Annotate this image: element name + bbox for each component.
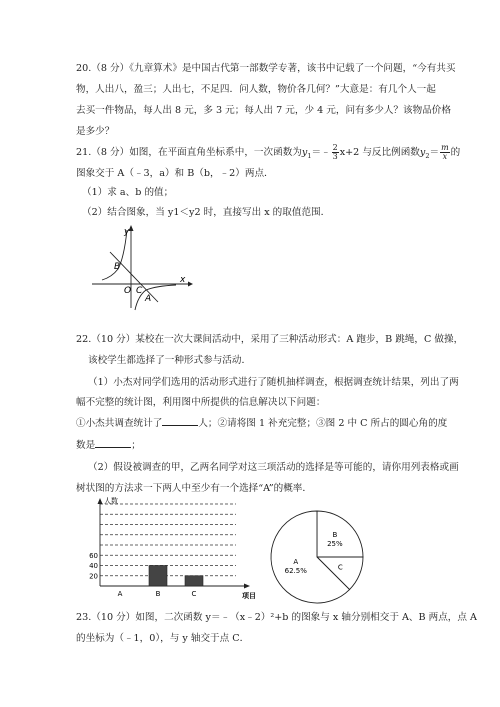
bar-chart-y-tick-label: 40 bbox=[89, 562, 98, 570]
pie-value-label-A: 62.5% bbox=[284, 566, 307, 575]
circled-3: ③ bbox=[316, 418, 326, 429]
pie-label-C: C bbox=[337, 563, 343, 572]
q22-line-6: 数是 ； bbox=[76, 440, 141, 451]
bar-chart-y-label: 人数 bbox=[104, 497, 118, 505]
q23-line-1 bbox=[76, 611, 477, 625]
q22-score: （10 分） bbox=[91, 334, 136, 345]
label-C: C bbox=[136, 286, 143, 296]
q21-y2-sub: 2 bbox=[425, 151, 430, 160]
q21-y2: y bbox=[419, 147, 426, 158]
q21-line-2: 图象交于 A（﹣3，a）和 B（b，﹣2）两点． bbox=[76, 168, 274, 179]
q23-number: 23. bbox=[76, 612, 92, 623]
q21-fraction-m-x: $\frac{m}{x}$ bbox=[441, 143, 449, 161]
q22-text-1: 某校在一次大课间活动中，采用了三种活动形式：A 跑步，B 跳绳，C 做操， bbox=[135, 334, 464, 345]
pie-value-label-B: 25% bbox=[327, 540, 343, 549]
q21-text-1b: x+2 与反比例函数 bbox=[339, 147, 420, 158]
q21-score: （8 分） bbox=[91, 147, 130, 158]
q20-line-4: 是多少？ bbox=[76, 126, 115, 137]
q21-eq1: ＝﹣ bbox=[311, 147, 331, 158]
bar-chart-x-label: 项目 bbox=[242, 592, 256, 600]
circled-2: ② bbox=[217, 418, 228, 429]
q22-line-2: 该校学生都选择了一种形式参与活动． bbox=[88, 355, 252, 366]
q22-line-8: 树状图的方法求一下两人中至少有一个选择“A”的概率． bbox=[76, 483, 312, 494]
pie-slice-B bbox=[317, 511, 363, 557]
pie-label-A: A bbox=[293, 557, 299, 566]
label-y: y bbox=[124, 227, 130, 237]
label-O: O bbox=[124, 286, 132, 296]
q20-text-1: 《九章算术》是中国古代第一部数学专著，该书中记载了一个问题，“今有共买 bbox=[129, 63, 456, 74]
q22-line-5: ①小杰共调查统计了 人；②请将图 1 补充完整；③图 2 中 C 所占的圆心角的度 bbox=[76, 418, 448, 429]
q22-line-7: （2）假设被调查的甲，乙两名同学对这三项活动的选择是等可能的，请你用列表格或画 bbox=[88, 462, 459, 473]
label-B: B bbox=[114, 262, 121, 272]
q21-text-1c: 的 bbox=[450, 147, 461, 158]
q21-part-1: （1）求 a、b 的值； bbox=[82, 187, 174, 198]
q21-text-1a: 如图，在平面直角坐标系中，一次函数为 bbox=[129, 147, 302, 158]
x-axis-arrow bbox=[188, 282, 193, 287]
pie-label-B: B bbox=[332, 531, 338, 540]
q21-part-2: （2）结合图象，当 y1＜y2 时，直接写出 x 的取值范围． bbox=[82, 207, 331, 218]
q21-number: 21. bbox=[76, 147, 92, 158]
q20-line-3: 去买一件物品，每人出 8 元，多 3 元；每人出 7 元，少 4 元，问有多少人？该物品价格 bbox=[76, 105, 451, 116]
q20-line-2: 物，人出八，盈三；人出七，不足四．问人数，物价各几何？”大意是：有几个人一起 bbox=[76, 84, 436, 95]
bar-chart-y-tick-label: 20 bbox=[89, 572, 98, 581]
q20-number: 20. bbox=[76, 63, 92, 74]
q23-line-2: 的坐标为（﹣1，0），与 y 轴交于点 C． bbox=[76, 633, 250, 644]
q21-line-1 bbox=[76, 144, 460, 163]
bar-chart-bar-C bbox=[185, 576, 203, 586]
bar-chart-category-label: A bbox=[117, 590, 123, 598]
q20-score: （8 分） bbox=[91, 63, 130, 74]
answer-blank-1[interactable] bbox=[162, 417, 198, 426]
q23-score: （10 分） bbox=[91, 612, 136, 623]
circled-1: ① bbox=[76, 418, 86, 429]
label-x: x bbox=[180, 275, 186, 285]
q20-line-1 bbox=[76, 62, 456, 76]
label-A: A bbox=[145, 294, 152, 304]
q22-line-1 bbox=[76, 333, 463, 347]
q23-text-1: 如图，二次函数 y＝﹣（x﹣2）²+b 的图象与 x 轴分别相交于 A、B 两点，点 A bbox=[135, 612, 477, 623]
q22-line-3: （1）小杰对同学们选用的活动形式进行了随机抽样调查，根据调查统计结果，列出了两 bbox=[88, 377, 459, 388]
hyperbola-branch-upper-left bbox=[102, 230, 127, 280]
bar-chart-category-label: C bbox=[191, 590, 197, 598]
q21-fraction-2-3: $\frac{2}{3}$ bbox=[332, 143, 338, 161]
q21-y1: y bbox=[301, 147, 308, 158]
q21-eq2: ＝ bbox=[429, 147, 440, 158]
bar-chart-bar-B bbox=[149, 566, 167, 587]
pie-chart bbox=[262, 505, 372, 609]
q21-graph-figure bbox=[88, 222, 198, 312]
bar-chart bbox=[86, 494, 258, 604]
bar-chart-category-label: B bbox=[155, 590, 161, 598]
q21-y1-sub: 1 bbox=[307, 151, 312, 160]
bar-chart-y-tick-label: 60 bbox=[89, 551, 98, 560]
q22-line-4: 幅不完整的统计图，利用图中所提供的信息解决以下问题： bbox=[76, 397, 326, 408]
bar-chart-x-arrow bbox=[244, 584, 250, 589]
answer-blank-2[interactable] bbox=[95, 439, 131, 448]
q22-number: 22. bbox=[76, 334, 92, 345]
bar-chart-y-arrow bbox=[98, 498, 103, 504]
